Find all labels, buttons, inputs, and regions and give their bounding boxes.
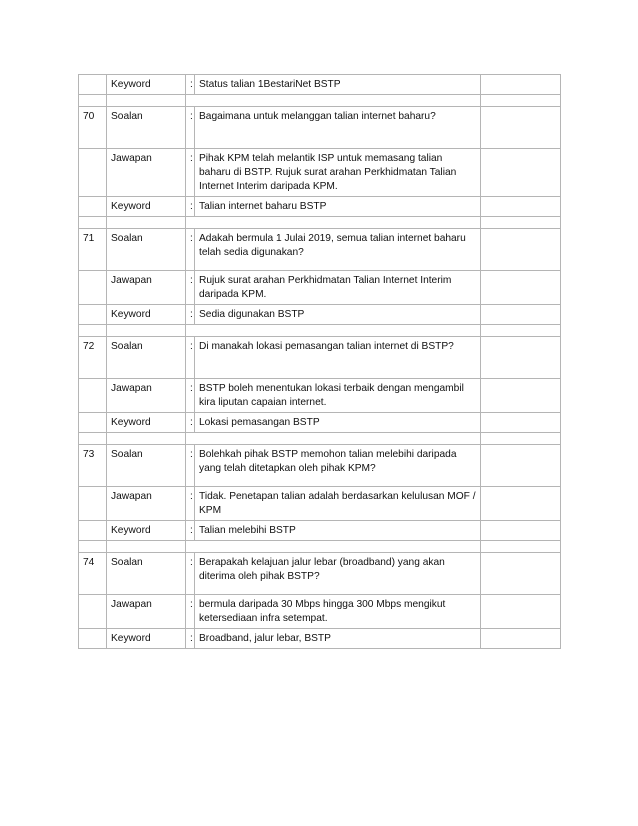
jawapan-text: BSTP boleh menentukan lokasi terbaik dengan mengambil kira liputan capaian internet.	[195, 379, 481, 413]
colon-separator: :	[186, 337, 195, 379]
question-number	[79, 629, 107, 649]
keyword-text: Sedia digunakan BSTP	[195, 305, 481, 325]
keyword-label: Keyword	[107, 629, 186, 649]
empty-cell	[481, 595, 561, 629]
empty-cell	[107, 541, 186, 553]
jawapan-text: Tidak. Penetapan talian adalah berdasarkan kelulusan MOF / KPM	[195, 487, 481, 521]
empty-cell	[481, 271, 561, 305]
empty-cell	[186, 217, 481, 229]
soalan-text: Di manakah lokasi pemasangan talian internet di BSTP?	[195, 337, 481, 379]
empty-cell	[481, 107, 561, 149]
colon-separator: :	[186, 149, 195, 197]
empty-cell	[79, 433, 107, 445]
question-number: 73	[79, 445, 107, 487]
soalan-text: Bagaimana untuk melanggan talian internet baharu?	[195, 107, 481, 149]
jawapan-label: Jawapan	[107, 595, 186, 629]
colon-separator: :	[186, 629, 195, 649]
keyword-row	[79, 521, 561, 541]
colon-separator: :	[186, 229, 195, 271]
colon-separator: :	[186, 595, 195, 629]
keyword-text: Status talian 1BestariNet BSTP	[195, 75, 481, 95]
keyword-text: Talian melebihi BSTP	[195, 521, 481, 541]
empty-cell	[107, 325, 186, 337]
soalan-row	[79, 229, 561, 271]
soalan-label: Soalan	[107, 107, 186, 149]
empty-cell	[79, 217, 107, 229]
empty-cell	[481, 433, 561, 445]
empty-cell	[107, 217, 186, 229]
question-number: 71	[79, 229, 107, 271]
soalan-row	[79, 337, 561, 379]
empty-cell	[107, 433, 186, 445]
spacer-row	[79, 217, 561, 229]
empty-cell	[481, 379, 561, 413]
question-number	[79, 379, 107, 413]
jawapan-row	[79, 487, 561, 521]
keyword-label: Keyword	[107, 521, 186, 541]
keyword-text: Broadband, jalur lebar, BSTP	[195, 629, 481, 649]
keyword-text: Lokasi pemasangan BSTP	[195, 413, 481, 433]
spacer-row	[79, 541, 561, 553]
empty-cell	[186, 325, 481, 337]
jawapan-label: Jawapan	[107, 271, 186, 305]
keyword-row	[79, 305, 561, 325]
keyword-row	[79, 413, 561, 433]
colon-separator: :	[186, 197, 195, 217]
keyword-label: Keyword	[107, 305, 186, 325]
question-number	[79, 75, 107, 95]
jawapan-text: Pihak KPM telah melantik ISP untuk memasang talian baharu di BSTP. Rujuk surat arahan Perkhidmatan Talian Internet Interim daripada KPM.	[195, 149, 481, 197]
colon-separator: :	[186, 445, 195, 487]
colon-separator: :	[186, 413, 195, 433]
empty-cell	[481, 629, 561, 649]
jawapan-row	[79, 149, 561, 197]
soalan-text: Bolehkah pihak BSTP memohon talian melebihi daripada yang telah ditetapkan oleh pihak KPM?	[195, 445, 481, 487]
keyword-row	[79, 197, 561, 217]
question-number	[79, 413, 107, 433]
empty-cell	[79, 541, 107, 553]
empty-cell	[481, 229, 561, 271]
jawapan-text: Rujuk surat arahan Perkhidmatan Talian Internet Interim daripada KPM.	[195, 271, 481, 305]
spacer-row	[79, 325, 561, 337]
jawapan-row	[79, 271, 561, 305]
soalan-label: Soalan	[107, 337, 186, 379]
question-number	[79, 149, 107, 197]
question-number	[79, 521, 107, 541]
colon-separator: :	[186, 271, 195, 305]
colon-separator: :	[186, 521, 195, 541]
spacer-row	[79, 433, 561, 445]
soalan-label: Soalan	[107, 445, 186, 487]
empty-cell	[481, 521, 561, 541]
soalan-row	[79, 445, 561, 487]
empty-cell	[481, 413, 561, 433]
soalan-row	[79, 107, 561, 149]
empty-cell	[481, 305, 561, 325]
jawapan-row	[79, 595, 561, 629]
empty-cell	[481, 445, 561, 487]
empty-cell	[186, 433, 481, 445]
jawapan-label: Jawapan	[107, 487, 186, 521]
colon-separator: :	[186, 379, 195, 413]
keyword-row	[79, 75, 561, 95]
empty-cell	[481, 325, 561, 337]
question-number: 70	[79, 107, 107, 149]
colon-separator: :	[186, 553, 195, 595]
faq-table-body	[79, 75, 561, 649]
question-number	[79, 305, 107, 325]
question-number	[79, 271, 107, 305]
question-number	[79, 487, 107, 521]
keyword-text: Talian internet baharu BSTP	[195, 197, 481, 217]
question-number: 72	[79, 337, 107, 379]
empty-cell	[481, 149, 561, 197]
keyword-label: Keyword	[107, 75, 186, 95]
colon-separator: :	[186, 75, 195, 95]
empty-cell	[186, 541, 481, 553]
empty-cell	[481, 487, 561, 521]
empty-cell	[481, 553, 561, 595]
faq-table	[78, 74, 561, 649]
colon-separator: :	[186, 107, 195, 149]
keyword-row	[79, 629, 561, 649]
jawapan-row	[79, 379, 561, 413]
question-number: 74	[79, 553, 107, 595]
empty-cell	[481, 337, 561, 379]
keyword-label: Keyword	[107, 197, 186, 217]
jawapan-label: Jawapan	[107, 149, 186, 197]
soalan-row	[79, 553, 561, 595]
empty-cell	[481, 75, 561, 95]
soalan-text: Adakah bermula 1 Julai 2019, semua talian internet baharu telah sedia digunakan?	[195, 229, 481, 271]
colon-separator: :	[186, 487, 195, 521]
empty-cell	[186, 95, 481, 107]
question-number	[79, 197, 107, 217]
spacer-row	[79, 95, 561, 107]
keyword-label: Keyword	[107, 413, 186, 433]
soalan-label: Soalan	[107, 229, 186, 271]
jawapan-text: bermula daripada 30 Mbps hingga 300 Mbps mengikut ketersediaan infra setempat.	[195, 595, 481, 629]
soalan-text: Berapakah kelajuan jalur lebar (broadband) yang akan diterima oleh pihak BSTP?	[195, 553, 481, 595]
empty-cell	[79, 95, 107, 107]
colon-separator: :	[186, 305, 195, 325]
empty-cell	[79, 325, 107, 337]
empty-cell	[481, 541, 561, 553]
empty-cell	[481, 217, 561, 229]
empty-cell	[481, 95, 561, 107]
soalan-label: Soalan	[107, 553, 186, 595]
jawapan-label: Jawapan	[107, 379, 186, 413]
question-number	[79, 595, 107, 629]
empty-cell	[481, 197, 561, 217]
empty-cell	[107, 95, 186, 107]
